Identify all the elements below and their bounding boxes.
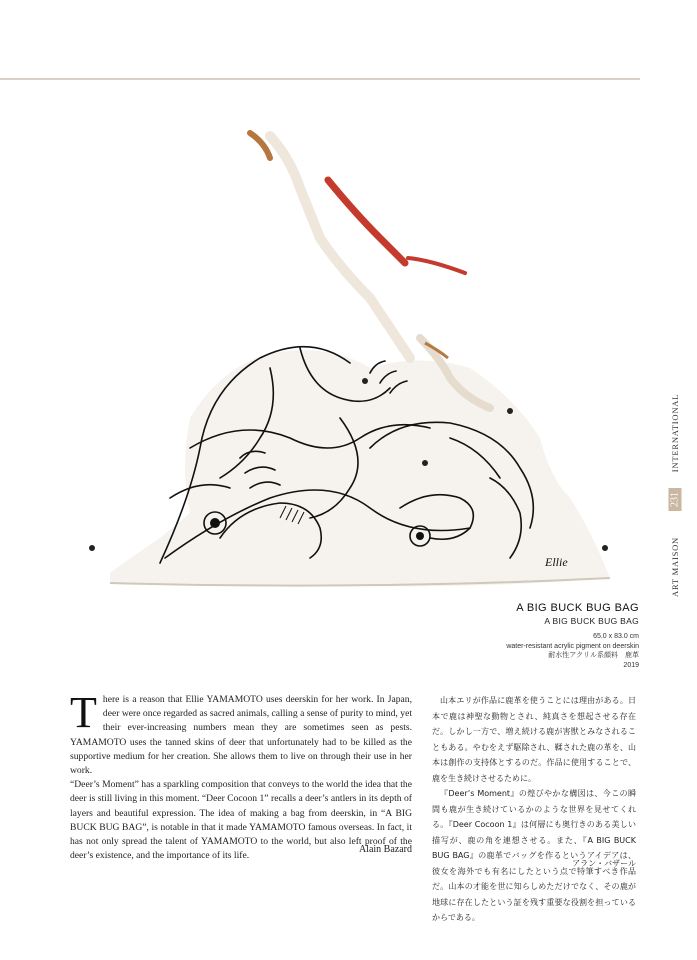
caption-size: 65.0 x 83.0 cm [593,633,639,640]
japanese-paragraph-1: 山本エリが作品に鹿革を使うことには理由がある。日本で鹿は神聖な動物とされ、純真さを想起させる存在だ。しかし一方で、増え続ける鹿が害獣とみなされることもある。やむをえず駆除され、鞣された鹿の革を、山本は創作の支持体とするのだ。作品に使用することで、鹿を生き続けさせるために。 [432,696,636,783]
article-japanese [432,693,636,926]
drop-cap: T [70,688,97,737]
caption-medium-en: water-resistant acrylic pigment on deerskin [506,642,639,650]
author-japanese: アラン・バザール [572,859,636,868]
caption-year: 2019 [623,661,639,669]
japanese-paragraph-2: 『Deer’s Moment』の煌びやかな構図は、今この瞬間も鹿が生き続けているかのような世界を見せてくれる。『Deer Cocoon 1』は何層にも奥行きのある美しい描写が、鹿の角を連想させる。また、『A BIG BUCK BUG BAG』の鹿革でバッグを作るというアイデアは、彼女を海外でも有名にしたという点で特筆すべき作品だ。山本の才能を世に知らしめただけでなく、その鹿が地球に存在したという証を残す重要な役割を担っているからである。 [432,789,636,922]
artwork-image [70,118,610,598]
caption-title: A BIG BUCK BUG BAG [516,602,639,614]
author-english: Alain Bazard [358,844,412,855]
section-label: INTERNATIONAL [670,393,680,473]
side-tab [666,392,684,600]
magazine-name: ART MAISON [670,537,680,597]
english-paragraph-2: “Deer’s Moment” has a sparkling composition that conveys to the world the idea that the deer is still living in this moment. “Deer Cocoon 1” recalls a deer’s antlers in its depth of layers and beautiful expression. The idea of making a bag from deerskin, in “A BIG BUCK BUG BAG”, is notable in that it made YAMAMOTO famous overseas. In fact, it has not only spread the talent of YAMAMOTO to the world, but also left proof of the deer’s existence, and the importance of its life. [70,779,412,862]
caption-medium-jp: 耐水性アクリル系顔料 鹿革 [548,652,639,659]
english-paragraph-1: here is a reason that Ellie YAMAMOTO uses deerskin for her work. In Japan, deer were once regarded as sacred animals, calling a sense of purity to mind, yet their ever-increasing numbers mean they are sometimes seen as pests. YAMAMOTO uses the tanned skins of deer that unfortunately had to be killed as the supportive medium for her creation. She allows them to live on through their use in her work. [70,694,412,777]
artwork-caption [379,602,639,670]
page-number: 231 [669,488,682,511]
red-strap [328,180,405,263]
caption-subtitle: A BIG BUCK BUG BAG [544,616,639,626]
bag-body [110,350,610,586]
artist-signature: Ellie [545,555,568,569]
article-english [70,688,412,863]
top-rule [0,78,640,80]
